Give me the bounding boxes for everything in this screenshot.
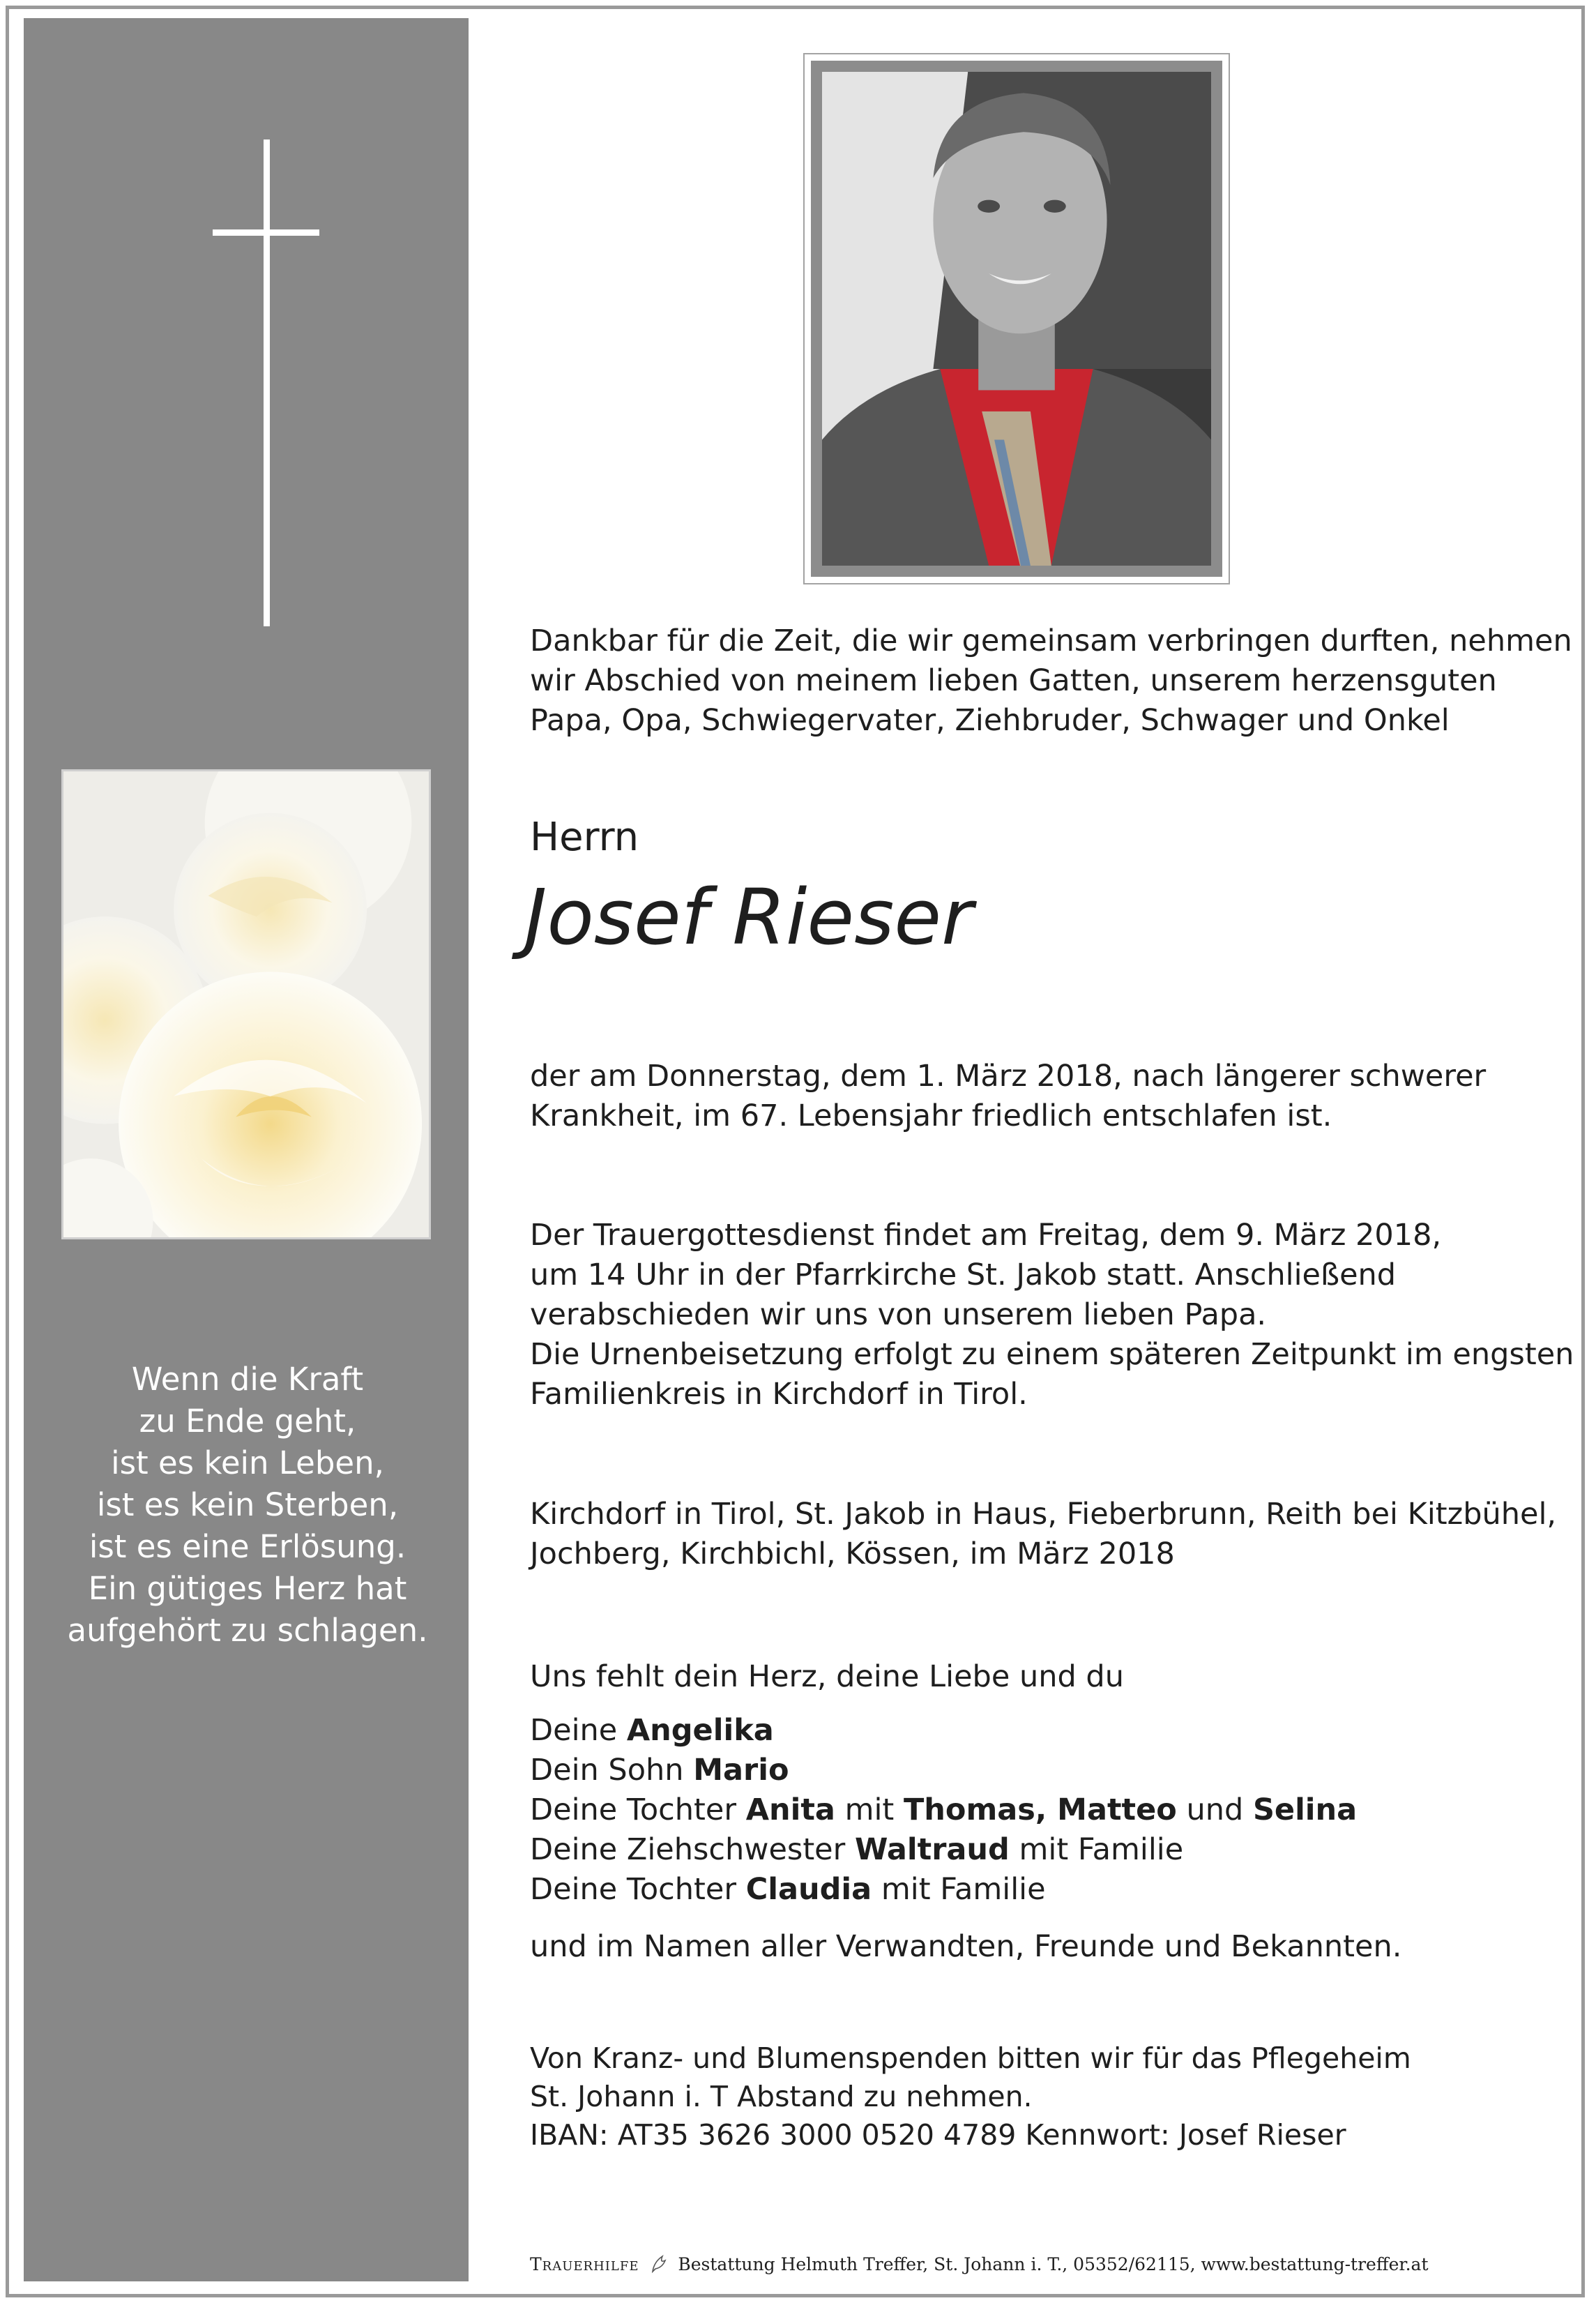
- poem: [42, 1359, 453, 1652]
- family-relation-text: mit: [835, 1792, 904, 1827]
- intro-line: Dankbar für die Zeit, die wir gemeinsam verbringen durften, nehmen: [530, 624, 1572, 658]
- family-member-line: [530, 1711, 1357, 1751]
- closing-line: und im Namen aller Verwandten, Freunde und Bekannten.: [530, 1929, 1402, 1964]
- death-notice: [530, 1057, 1486, 1136]
- footer: [530, 2253, 1429, 2276]
- intro-line: wir Abschied von meinem lieben Gatten, unserem herzensguten: [530, 663, 1497, 698]
- cross-icon-bar: [213, 229, 319, 236]
- poem-line: ist es kein Sterben,: [96, 1486, 399, 1523]
- family-relation-text: und: [1176, 1792, 1253, 1827]
- poem-line: zu Ende geht,: [139, 1403, 356, 1440]
- service-line: Die Urnenbeisetzung erfolgt zu einem späteren Zeitpunkt im engsten: [530, 1337, 1574, 1372]
- white-roses-image: [61, 769, 431, 1239]
- family-member-name: Mario: [693, 1753, 789, 1788]
- portrait-photo: [822, 72, 1211, 566]
- family-relation-text: Deine: [530, 1713, 627, 1748]
- poem-line: Wenn die Kraft: [131, 1361, 364, 1398]
- cross-icon: [264, 139, 270, 626]
- family-member-name: Selina: [1252, 1792, 1358, 1827]
- donation-line: St. Johann i. T Abstand zu nehmen.: [530, 2080, 1033, 2113]
- family-member-line: [530, 1790, 1357, 1830]
- family-member-name: Angelika: [626, 1713, 774, 1748]
- places-line: Kirchdorf in Tirol, St. Jakob in Haus, Fieberbrunn, Reith bei Kitzbühel,: [530, 1497, 1557, 1532]
- family-relation-text: Dein Sohn: [530, 1753, 694, 1788]
- poem-line: ist es kein Leben,: [111, 1444, 384, 1481]
- family-list: [530, 1711, 1357, 1910]
- service-info: [530, 1216, 1574, 1414]
- poem-line: ist es eine Erlösung.: [89, 1528, 406, 1565]
- places-line: Jochberg, Kirchbichl, Kössen, im März 2018: [530, 1536, 1175, 1571]
- dove-icon: [650, 2253, 668, 2274]
- family-member-line: [530, 1870, 1357, 1910]
- family-member-name: Claudia: [745, 1872, 872, 1907]
- family-member-name: Waltraud: [855, 1832, 1010, 1867]
- service-line: Familienkreis in Kirchdorf in Tirol.: [530, 1377, 1028, 1412]
- donation-note: [530, 2039, 1411, 2154]
- service-line: um 14 Uhr in der Pfarrkirche St. Jakob statt. Anschließend: [530, 1258, 1397, 1292]
- service-line: Der Trauergottesdienst findet am Freitag, dem 9. März 2018,: [530, 1218, 1442, 1253]
- death-notice-line: Krankheit, im 67. Lebensjahr friedlich entschlafen ist.: [530, 1098, 1332, 1133]
- donation-line: Von Kranz- und Blumenspenden bitten wir für das Pflegeheim: [530, 2041, 1411, 2075]
- family-relation-text: mit Familie: [1009, 1832, 1184, 1867]
- family-member-name: Anita: [745, 1792, 835, 1827]
- family-relation-text: Deine Tochter: [530, 1872, 746, 1907]
- family-member-line: [530, 1830, 1357, 1870]
- places: [530, 1495, 1556, 1574]
- family-relation-text: mit Familie: [872, 1872, 1046, 1907]
- poem-line: aufgehört zu schlagen.: [67, 1612, 428, 1649]
- deceased-name: Josef Rieser: [524, 873, 973, 962]
- family-member-line: [530, 1751, 1357, 1790]
- footer-brand: Trauerhilfe: [530, 2254, 639, 2274]
- portrait-frame: [803, 53, 1230, 584]
- service-line: verabschieden wir uns von unserem lieben Papa.: [530, 1297, 1267, 1332]
- death-notice-line: der am Donnerstag, dem 1. März 2018, nach längerer schwerer: [530, 1059, 1487, 1094]
- footer-text: Bestattung Helmuth Treffer, St. Johann i. T., 05352/62115, www.bestattung-treffer.at: [678, 2254, 1429, 2274]
- family-relation-text: Deine Ziehschwester: [530, 1832, 855, 1867]
- salutation: Herrn: [530, 815, 639, 860]
- poem-line: Ein gütiges Herz hat: [88, 1570, 407, 1607]
- family-member-name: Thomas, Matteo: [903, 1792, 1177, 1827]
- donation-line: IBAN: AT35 3626 3000 0520 4789 Kennwort: Josef Rieser: [530, 2118, 1346, 2152]
- intro-line: Papa, Opa, Schwiegervater, Ziehbruder, Schwager und Onkel: [530, 703, 1450, 738]
- portrait-mat: [811, 61, 1222, 577]
- family-relation-text: Deine Tochter: [530, 1792, 746, 1827]
- intro-text: [530, 621, 1572, 741]
- missing-line: Uns fehlt dein Herz, deine Liebe und du: [530, 1659, 1124, 1694]
